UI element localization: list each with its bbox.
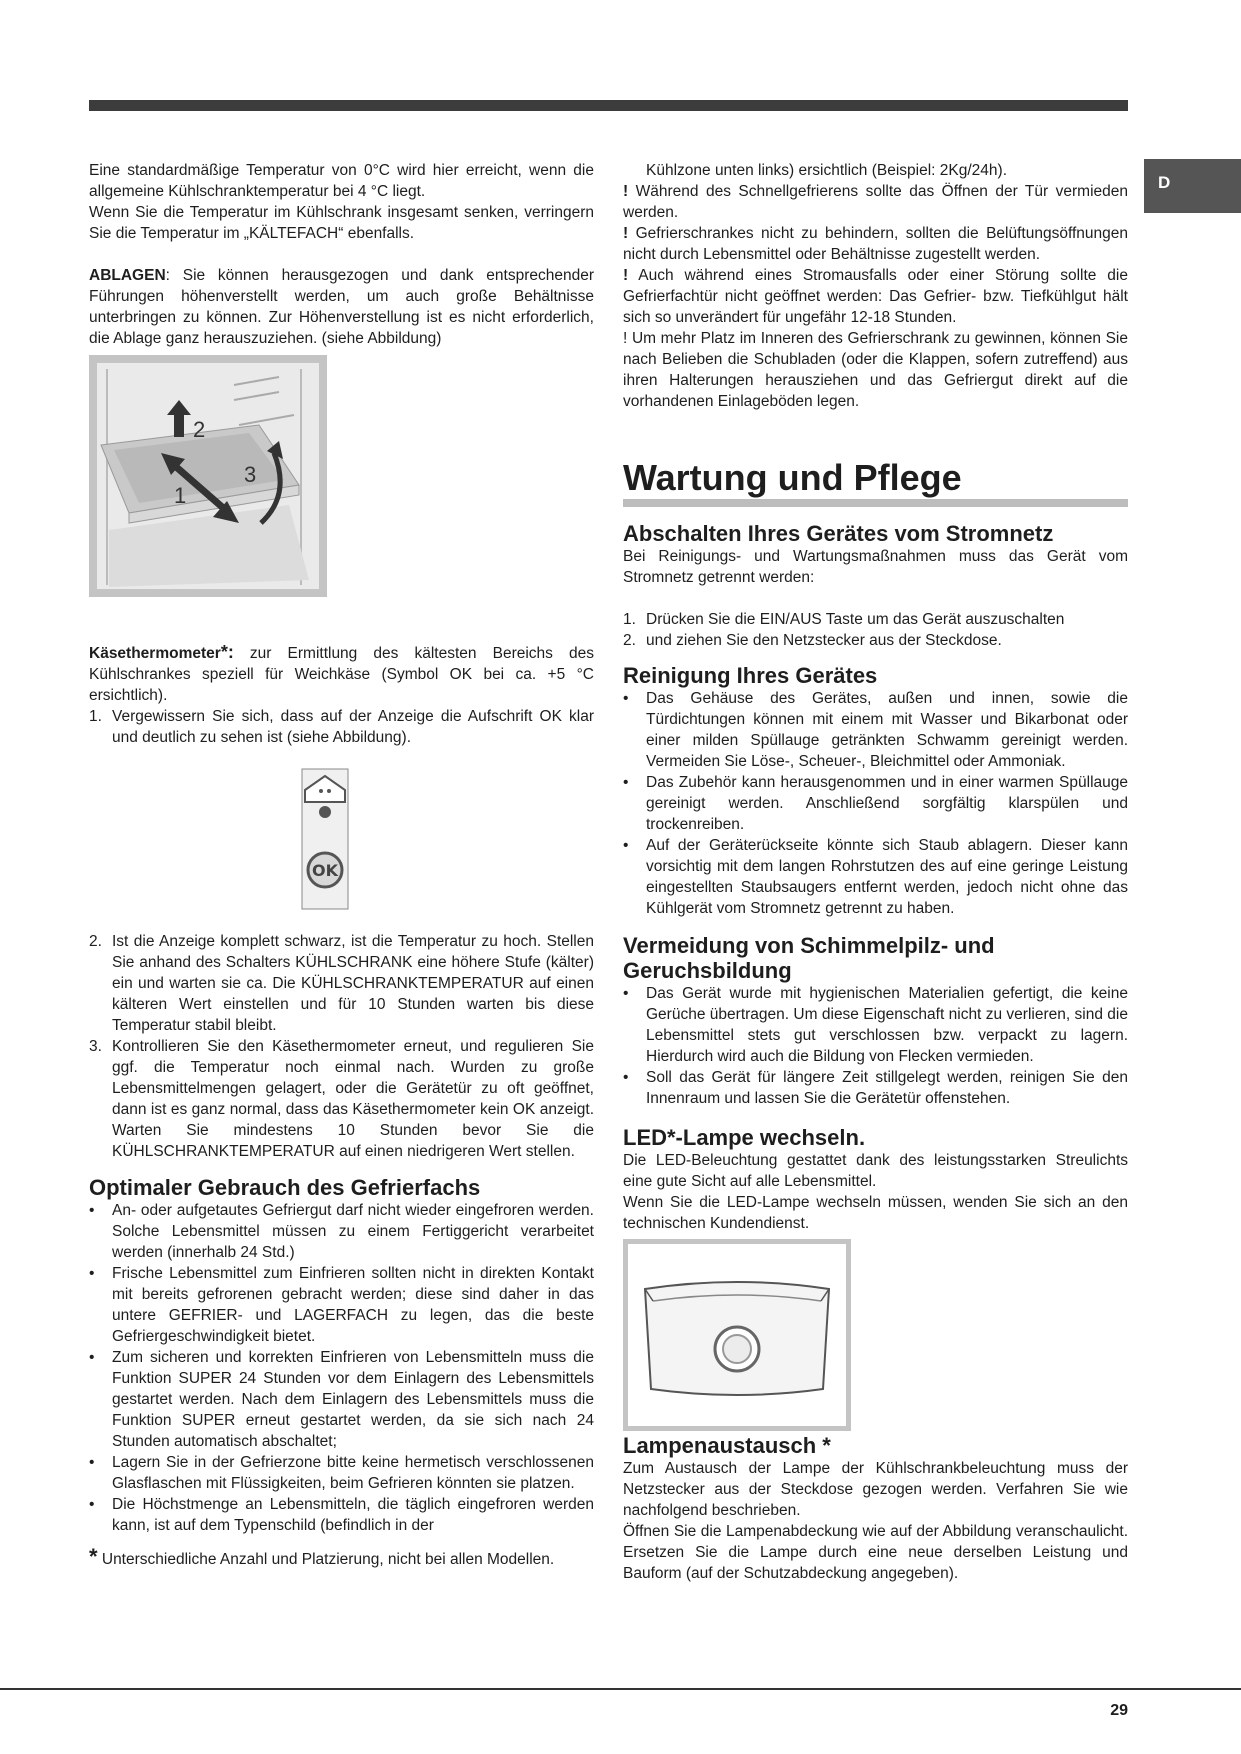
lampe-text-2: Öffnen Sie die Lampenabdeckung wie auf der Abbildung veranschaulicht. Ersetzen Sie die Lampe durch eine neue derselben Leistung und Bauform (auf der Schutzabdeckung angegeben). (623, 1523, 1128, 1582)
page-number: 29 (1110, 1702, 1128, 1719)
gefrier-list (89, 1200, 594, 1536)
list-item: 3. Kontrollieren Sie den Käsethermometer erneut, und regulieren Sie ggf. die Temperatur noch einmal nach. Wurden zu große Lebensmittelmengen gelagert, oder die Gerätetür zu oft geöffnet, dann ist es ganz normal, dass das Käsethermometer kein OK anzeigt. Warten Sie mindestens 10 Stunden bevor Sie die KÜHLSCHRANKTEMPERATUR auf einen niedrigeren Wert stellen. (89, 1038, 594, 1160)
kaese-text: zur Ermittlung des kältesten Bereichs des Kühlschrankes speziell für Weichkäse (Symbol OK bei ca. +5 °C ersichtlich). (89, 645, 594, 704)
gefrier-heading: Optimaler Gebrauch des Gefrierfachs (89, 1175, 481, 1200)
footer-line (0, 1688, 1241, 1690)
strom-text: Bei Reinigungs- und Wartungsmaßnahmen muss das Gerät vom Stromnetz getrennt werden: (623, 548, 1128, 586)
ablagen-label: ABLAGEN (89, 267, 166, 284)
warning-3: ! Auch während eines Stromausfalls oder einer Störung sollte die Gefrierfachtür nicht geöffnet werden: Das Gefrier- bzw. Tiefkühlgut hält sich so unverändert für ungefähr 12-18 Stunden. (623, 267, 1128, 326)
shelf-adjust-figure (89, 355, 594, 597)
strom-steps (623, 609, 1128, 651)
footnote (89, 1546, 594, 1570)
led-text-2: Wenn Sie die LED-Lampe wechseln müssen, wenden Sie sich an den technischen Kundendienst. (623, 1194, 1128, 1232)
list-item: • Das Gehäuse des Gerätes, außen und innen, sowie die Türdichtungen können mit einem mit Wasser und Bikarbonat oder einer milden Spüllauge getränkten Schwamm gereinigt werden. Vermeiden Sie Löse-, Scheuer-, Bleichmittel oder Ammoniak. (623, 690, 1128, 770)
list-item: 2. und ziehen Sie den Netzstecker aus der Steckdose. (623, 632, 1002, 649)
list-item: • Soll das Gerät für längere Zeit stillgelegt werden, reinigen Sie den Innenraum und lassen Sie die Gerätetür offenstehen. (623, 1069, 1128, 1107)
continuation-text: Kühlzone unten links) ersichtlich (Beispiel: 2Kg/24h). (646, 162, 1007, 179)
warning-1: ! Während des Schnellgefrierens sollte das Öffnen der Tür vermieden werden. (623, 183, 1128, 221)
list-item: • Auf der Geräterückseite könnte sich Staub ablagern. Dieser kann vorsichtig mit dem langen Rohrstutzen des auf eine geringe Leistung eingestellten Staubsaugers entfernt werden, jedoch nicht ohne das Kühlgerät vom Stromnetz getrennt zu haben. (623, 837, 1128, 917)
fig-label-1: 1 (174, 483, 187, 508)
led-heading: LED*-Lampe wechseln. (623, 1125, 866, 1150)
kaese-star: *: (220, 642, 234, 662)
list-item: 1. Drücken Sie die EIN/AUS Taste um das Gerät auszuschalten (623, 611, 1065, 628)
kaese-steps-2 (89, 931, 594, 1162)
intro-paragraph-1: Eine standardmäßige Temperatur von 0°C wird hier erreicht, wenn die allgemeine Kühlschranktemperatur bei 4 °C liegt. (89, 162, 594, 200)
right-column (623, 160, 1128, 1584)
main-heading: Wartung und Pflege (623, 458, 1128, 507)
kaese-paragraph (89, 642, 594, 706)
schimmel-list (623, 983, 1128, 1109)
header-bar (89, 100, 1128, 111)
left-column (89, 160, 594, 1570)
ablagen-text: : Sie können herausgezogen und dank entsprechender Führungen höhenverstellt werden, um auch große Behältnisse unterbringen zu können. Zur Höhenverstellung ist es nicht erforderlich, die Ablage ganz herauszuziehen. (siehe Abbildung) (89, 267, 594, 347)
warning-2: ! Gefrierschrankes nicht zu behindern, sollten die Belüftungsöffnungen nicht durch Lebensmittel oder Behältnisse zugestellt werden. (623, 225, 1128, 263)
language-tab: D (1144, 159, 1241, 213)
cheese-thermometer-figure (301, 768, 594, 910)
fig-label-2: 2 (193, 417, 206, 442)
shelf-illustration (89, 355, 327, 597)
reinigung-heading: Reinigung Ihres Gerätes (623, 663, 878, 688)
lampe-heading: Lampenaustausch * (623, 1433, 831, 1458)
warning-4: ! Um mehr Platz im Inneren des Gefrierschrank zu gewinnen, können Sie nach Belieben die Schubladen (oder die Klappen, sofern zutreffend) aus ihren Halterungen herausziehen und das Gefriergut direkt auf die vorhandenen Einlageböden legen. (623, 330, 1128, 410)
lamp-illustration (623, 1239, 851, 1431)
schimmel-heading: Vermeidung von Schimmelpilz- und Geruchsbildung (623, 933, 995, 983)
list-item: 1. Vergewissern Sie sich, dass auf der Anzeige die Aufschrift OK klar und deutlich zu sehen ist (siehe Abbildung). (89, 708, 594, 746)
ok-label: OK (312, 861, 338, 880)
list-item: • Lagern Sie in der Gefrierzone bitte keine hermetisch verschlossenen Glasflaschen mit Flüssigkeiten, beim Gefrieren könnten sie platzen. (89, 1454, 594, 1492)
strom-heading: Abschalten Ihres Gerätes vom Stromnetz (623, 521, 1054, 546)
footnote-star: * (89, 1544, 98, 1569)
fig-label-3: 3 (244, 462, 257, 487)
list-item: • Frische Lebensmittel zum Einfrieren sollten nicht in direkten Kontakt mit bereits gefrorenen gebracht werden; diese sind daher in das untere GEFRIER- und LAGERFACH zu legen, das die beste Gefriergeschwindigkeit bietet. (89, 1265, 594, 1345)
lampe-text-1: Zum Austausch der Lampe der Kühlschrankbeleuchtung muss der Netzstecker aus der Steckdose gezogen werden. Verfahren Sie wie nachfolgend beschrieben. (623, 1460, 1128, 1519)
kaese-label: Käsethermometer (89, 645, 221, 662)
ablagen-paragraph (89, 265, 594, 349)
list-item: • Das Zubehör kann herausgenommen und in einer warmen Spüllauge gereinigt werden. Anschließend sorgfältig klarspülen und trockenreiben. (623, 774, 1128, 833)
list-item: 2. Ist die Anzeige komplett schwarz, ist die Temperatur zu hoch. Stellen Sie anhand des Schalters KÜHLSCHRANK eine höhere Stufe (kälter) ein und warten sie ca. Die KÜHLSCHRANKTEMPERATUR auf einen kälteren Wert einstellen und für 10 Stunden warten bis diese Temperatur stabil bleibt. (89, 933, 594, 1034)
led-text-1: Die LED-Beleuchtung gestattet dank des leistungsstarken Streulichts eine gute Sicht auf alle Lebensmittel. (623, 1152, 1128, 1190)
list-item: • Die Höchstmenge an Lebensmitteln, die täglich eingefroren werden kann, ist auf dem Typenschild (befindlich in der (89, 1496, 594, 1534)
kaese-steps-1 (89, 706, 594, 748)
footnote-text: Unterschiedliche Anzahl und Platzierung, nicht bei allen Modellen. (97, 1551, 555, 1568)
reinigung-list (623, 688, 1128, 919)
lamp-figure (623, 1239, 1128, 1431)
list-item: • An- oder aufgetautes Gefriergut darf nicht wieder eingefroren werden. Solche Lebensmittel müssen zu einem Fertiggericht verarbeitet werden (innerhalb 24 Std.) (89, 1202, 594, 1261)
intro-paragraph-2: Wenn Sie die Temperatur im Kühlschrank insgesamt senken, verringern Sie die Temperatur im „KÄLTEFACH“ ebenfalls. (89, 204, 594, 242)
list-item: • Das Gerät wurde mit hygienischen Materialien gefertigt, die keine Gerüche übertragen. Um diese Eigenschaft nicht zu verlieren, sind die Lebensmittel stets gut verschlossen bzw. verpackt zu lagern. Hierdurch wird auch die Bildung von Flecken vermieden. (623, 985, 1128, 1065)
cheese-thermometer-illustration (301, 768, 349, 910)
list-item: • Zum sicheren und korrekten Einfrieren von Lebensmitteln muss die Funktion SUPER 24 Stunden vor dem Einlagern des Lebensmittels gestartet werden. Nach dem Einlagern des Lebensmittels muss die Funktion SUPER erneut gestartet werden, da sie sich nach 24 Stunden automatisch abschaltet; (89, 1349, 594, 1450)
